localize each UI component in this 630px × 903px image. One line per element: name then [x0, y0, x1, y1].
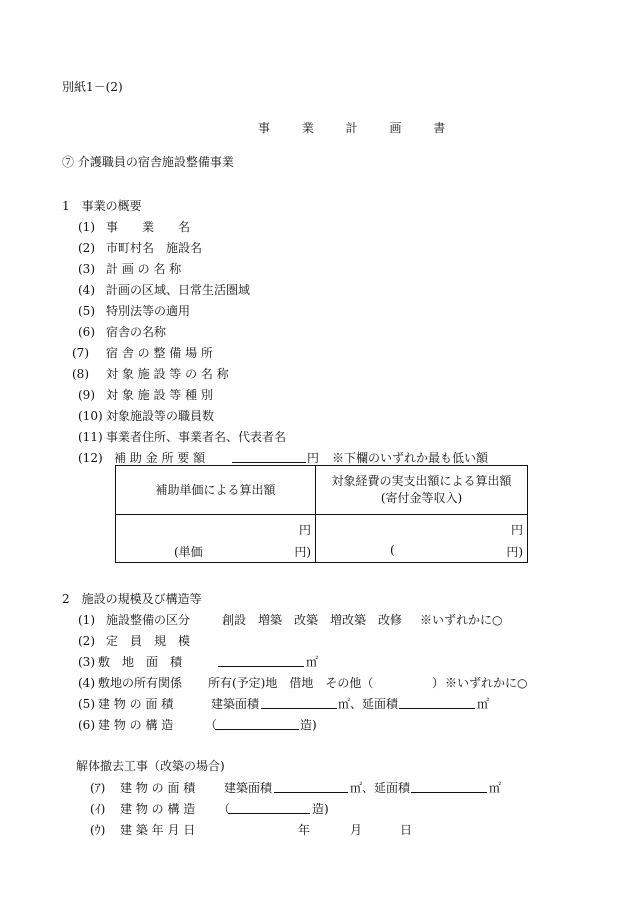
demo-structure-open: （	[218, 802, 231, 816]
subsidy-amount-field[interactable]	[232, 451, 306, 466]
ownership-close: ）	[432, 676, 445, 690]
demo-item-c-label: 建 築 年 月 日	[120, 823, 196, 837]
item-2-6-label: 建 物 の 構 造	[98, 718, 174, 732]
unit-price-header: 補助単価による算出額	[116, 466, 316, 515]
item-2-5-label: 建 物 の 面 積	[98, 697, 174, 711]
item-2-2-number: (2)	[78, 634, 95, 648]
section2-heading: 2 施設の規模及び構造等	[62, 592, 202, 606]
demolition-heading: 解体撤去工事（改築の場合)	[76, 759, 225, 773]
structure-field[interactable]	[215, 718, 299, 733]
actual-expense-value-cell[interactable]	[316, 515, 528, 563]
floor-area-field[interactable]	[399, 697, 475, 712]
work-type-note: ※いずれかに○	[420, 613, 503, 627]
floor-area-unit: ㎡	[477, 697, 490, 711]
demo-item-a-label: 建 物 の 面 積	[120, 781, 196, 795]
construction-month-unit: 月	[350, 823, 363, 837]
actual-expense-header: 対象経費の実支出額による算出額 (寄付金等収入)	[316, 466, 528, 515]
actual-expense-yen: 円	[510, 523, 523, 537]
page-title: 事 業 計 画 書	[258, 121, 460, 135]
actual-expense-open: (	[390, 543, 395, 557]
item-2-1-number: (1)	[78, 613, 95, 627]
item-2-3-label: 敷 地 面 積	[98, 655, 183, 669]
actual-expense-close: 円)	[506, 545, 523, 559]
item-1-1-label: 事 業 名	[106, 220, 191, 234]
item-1-1-number: (1)	[78, 220, 95, 234]
item-1-11-label: 事業者住所、事業者名、代表者名	[106, 430, 287, 444]
item-2-1-label: 施設整備の区分	[106, 613, 191, 627]
item-2-4-number: (4)	[78, 676, 95, 690]
item-2-2-label: 定 員 規 模	[106, 634, 191, 648]
item-1-2-label: 市町村名 施設名	[106, 241, 203, 255]
subsidy-note: ※下欄のいずれか最も低い額	[332, 451, 489, 465]
section1-heading: 1 事業の概要	[62, 199, 142, 213]
item-1-6-number: (6)	[78, 325, 95, 339]
structure-open: （	[205, 718, 218, 732]
demo-item-b-label: 建 物 の 構 造	[120, 802, 196, 816]
item-1-10-number: (10)	[78, 409, 103, 423]
ownership-options[interactable]: 所有(予定)地 借地 その他（	[208, 676, 374, 690]
item-1-8-number: (8)	[72, 367, 89, 381]
item-1-7-label: 宿 舎 の 整 備 場 所	[106, 346, 213, 360]
demo-item-c-number: (ｳ)	[90, 823, 106, 837]
item-1-7-number: (7)	[72, 346, 89, 360]
construction-day-unit: 日	[400, 823, 413, 837]
item-1-5-number: (5)	[78, 304, 95, 318]
demo-floor-area-label: 延面積	[374, 781, 411, 795]
item-1-9-number: (9)	[78, 388, 95, 402]
subsidy-yen-unit: 円	[307, 451, 320, 465]
unit-price-yen: 円	[298, 523, 311, 537]
item-1-10-label: 対象施設等の職員数	[106, 409, 215, 423]
item-1-5-label: 特別法等の適用	[106, 304, 191, 318]
site-area-field[interactable]	[218, 655, 304, 670]
demo-item-a-number: (ｱ)	[90, 781, 106, 795]
item-2-4-label: 敷地の所有関係	[98, 676, 183, 690]
item-1-3-number: (3)	[78, 262, 95, 276]
unit-price-open: (単価	[174, 545, 203, 559]
item-2-6-number: (6)	[78, 718, 95, 732]
item-1-12-label: 補 助 金 所 要 額	[114, 451, 206, 465]
building-area-unit: ㎡、	[338, 697, 363, 711]
structure-close: 造)	[300, 718, 317, 732]
demo-structure-field[interactable]	[228, 802, 310, 817]
building-area-label: 建築面積	[211, 697, 260, 711]
demo-structure-close: 造)	[312, 802, 329, 816]
unit-price-close: 円)	[294, 545, 311, 559]
item-1-6-label: 宿舎の名称	[106, 325, 167, 339]
item-2-5-number: (5)	[78, 697, 95, 711]
construction-year-unit: 年	[298, 823, 311, 837]
item-1-2-number: (2)	[78, 241, 95, 255]
item-1-3-label: 計 画 の 名 称	[106, 262, 182, 276]
demo-building-area-unit: ㎡、	[350, 781, 375, 795]
project-subtitle: ⑦ 介護職員の宿舎施設整備事業	[62, 155, 234, 169]
item-1-4-number: (4)	[78, 283, 95, 297]
ownership-note: ※いずれかに○	[445, 676, 528, 690]
demo-floor-area-unit: ㎡	[489, 781, 502, 795]
work-type-options[interactable]: 創設 増築 改築 増改築 改修	[222, 613, 403, 627]
item-1-4-label: 計画の区域、日常生活圏域	[106, 283, 251, 297]
item-1-11-number: (11)	[78, 430, 103, 444]
item-1-9-label: 対 象 施 設 等 種 別	[106, 388, 213, 402]
attachment-label: 別紙1－(2)	[62, 80, 123, 94]
demo-building-area-label: 建築面積	[224, 781, 273, 795]
site-area-unit: ㎡	[306, 655, 319, 669]
demo-building-area-field[interactable]	[274, 781, 348, 796]
unit-price-value-cell[interactable]	[116, 515, 316, 563]
demo-floor-area-field[interactable]	[411, 781, 487, 796]
item-1-8-label: 対 象 施 設 等 の 名 称	[106, 367, 229, 381]
building-area-field[interactable]	[261, 697, 337, 712]
floor-area-label: 延面積	[362, 697, 399, 711]
item-2-3-number: (3)	[78, 655, 95, 669]
subsidy-calc-table	[115, 465, 528, 563]
demo-item-b-number: (ｲ)	[90, 802, 106, 816]
item-1-12-number: (12)	[78, 451, 103, 465]
